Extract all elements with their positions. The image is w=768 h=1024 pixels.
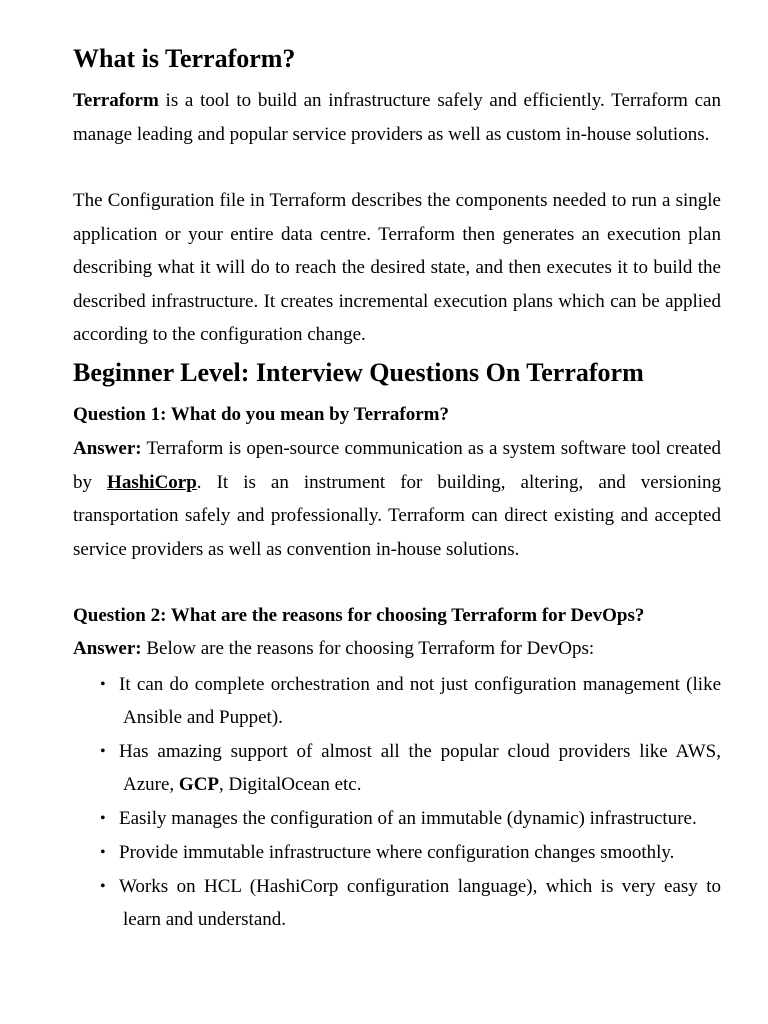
list-item-text: It can do complete orchestration and not just configuration management (like Ansible and Puppet). — [119, 674, 721, 728]
answer-2-paragraph — [73, 632, 721, 666]
list-item — [73, 870, 721, 936]
list-item-text: Easily manages the configuration of an immutable (dynamic) infrastructure. — [119, 808, 697, 829]
hashicorp-link[interactable]: HashiCorp — [107, 471, 197, 493]
list-item-text: Works on HCL (HashiCorp configuration language), which is very easy to learn and understand. — [119, 876, 721, 930]
section-heading-beginner-level: Beginner Level: Interview Questions On Terraform — [73, 358, 644, 387]
answer-1-label: Answer: — [73, 438, 142, 459]
list-item — [73, 802, 721, 835]
answer-2-intro-text: Below are the reasons for choosing Terraform for DevOps: — [141, 638, 595, 659]
bullet-icon: • — [100, 878, 106, 895]
list-item-text-post: , DigitalOcean etc. — [219, 774, 362, 795]
question-1-heading: Question 1: What do you mean by Terraform? — [73, 404, 449, 425]
reasons-bullet-list — [73, 668, 721, 937]
answer-1-text-part2: . It is an instrument for building, altering, and versioning transportation safely and professionally. Terraform can direct existing and accepted service providers as well as convention in-house solutions. — [73, 471, 722, 560]
answer-2-label: Answer: — [73, 638, 142, 659]
configuration-paragraph: The Configuration file in Terraform describes the components needed to run a single application or your entire data centre. Terraform then generates an execution plan describing what it will do to reach the desired state, and then executes it to build the described infrastructure. It creates incremental execution plans which can be applied according to the configuration change. — [73, 190, 721, 345]
list-item-text: Provide immutable infrastructure where configuration changes smoothly. — [119, 842, 675, 863]
bullet-icon: • — [100, 844, 106, 861]
terraform-lead-term: Terraform — [73, 90, 159, 111]
list-item-text — [119, 735, 721, 801]
intro-paragraph — [73, 84, 721, 151]
intro-paragraph-text: is a tool to build an infrastructure safely and efficiently. Terraform can manage leading and popular service providers as well as custom in-house solutions. — [73, 90, 721, 145]
answer-1-text-part1: Terraform is open-source communication as a system software tool created by — [73, 438, 721, 493]
bullet-icon: • — [100, 676, 106, 693]
list-item — [73, 735, 721, 801]
bullet-icon: • — [100, 743, 106, 760]
answer-1-paragraph — [73, 432, 721, 566]
question-2-heading: Question 2: What are the reasons for choosing Terraform for DevOps? — [73, 605, 645, 626]
bullet-icon: • — [100, 810, 106, 827]
list-item — [73, 668, 721, 734]
section-heading-what-is-terraform: What is Terraform? — [73, 44, 296, 73]
list-item — [73, 836, 721, 869]
list-item-text-pre: Has amazing support of almost all the popular cloud providers like AWS, Azure, — [119, 741, 721, 795]
gcp-term: GCP — [178, 774, 220, 795]
